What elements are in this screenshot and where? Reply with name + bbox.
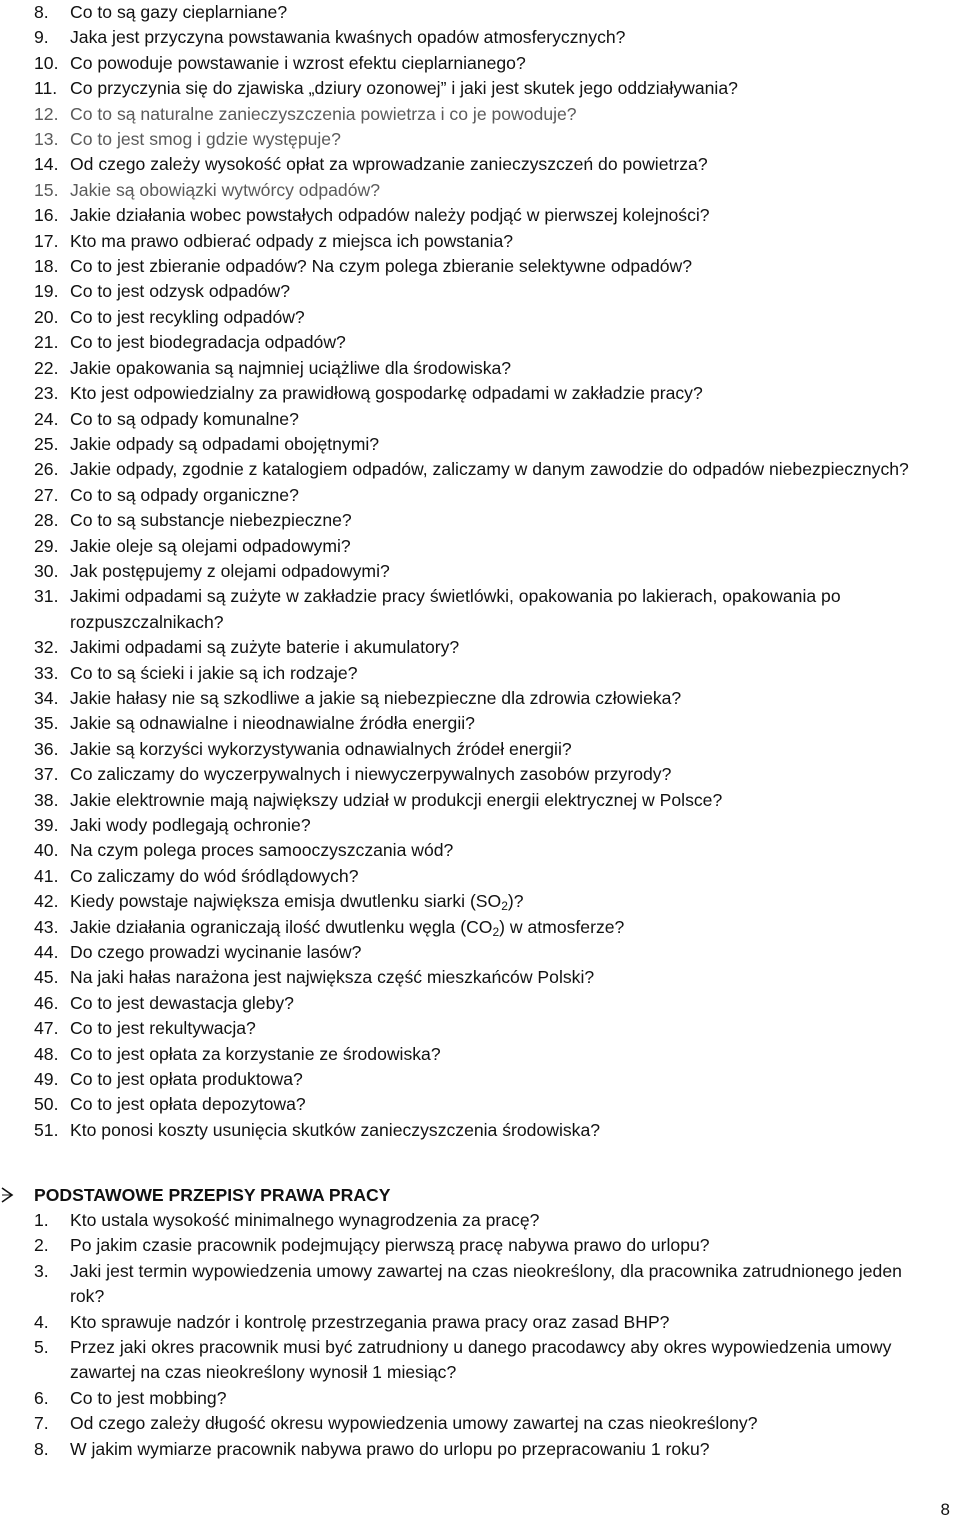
item-text: Co to są naturalne zanieczyszczenia powietrza i co je powoduje? xyxy=(70,103,577,124)
list-item xyxy=(0,508,960,533)
list-item xyxy=(0,152,960,177)
item-number: 5. xyxy=(34,1337,49,1358)
list-item xyxy=(0,457,960,482)
subscript: 2 xyxy=(492,924,500,939)
list-item xyxy=(0,635,960,660)
item-number: 26. xyxy=(34,459,59,480)
arrowhead-bullet-icon xyxy=(0,1186,14,1204)
list-item xyxy=(0,0,960,25)
list-item xyxy=(0,889,960,914)
item-text: Jakie opakowania są najmniej uciążliwe dla środowiska? xyxy=(70,357,512,378)
list-item xyxy=(0,661,960,686)
item-text: W jakim wymiarze pracownik nabywa prawo do urlopu po przepracowaniu 1 roku? xyxy=(70,1438,710,1459)
item-number: 51. xyxy=(34,1119,59,1140)
list-item xyxy=(0,965,960,990)
section-heading xyxy=(0,1182,960,1208)
item-text: Kto ma prawo odbierać odpady z miejsca ich powstania? xyxy=(70,230,514,251)
list-item xyxy=(0,686,960,711)
list-item xyxy=(0,1118,960,1143)
list-item xyxy=(0,940,960,965)
item-number: 36. xyxy=(34,738,59,759)
item-text: Jaka jest przyczyna powstawania kwaśnych opadów atmosferycznych? xyxy=(70,27,626,48)
item-number: 3. xyxy=(34,1260,49,1281)
item-text: Co to jest mobbing? xyxy=(70,1387,227,1408)
item-text: Od czego zależy wysokość opłat za wprowadzanie zanieczyszczeń do powietrza? xyxy=(70,154,708,175)
list-item xyxy=(0,102,960,127)
item-text: Co to jest smog i gdzie występuje? xyxy=(70,129,341,150)
item-number: 16. xyxy=(34,205,59,226)
list-item xyxy=(0,51,960,76)
item-text: Od czego zależy długość okresu wypowiedzenia umowy zawartej na czas nieokreślony? xyxy=(70,1413,758,1434)
subscript: 2 xyxy=(501,899,508,914)
item-number: 21. xyxy=(34,332,59,353)
list-item xyxy=(0,915,960,940)
list-item xyxy=(0,407,960,432)
item-number: 30. xyxy=(34,560,59,581)
list-item xyxy=(0,1016,960,1041)
list-item xyxy=(0,813,960,838)
item-number: 27. xyxy=(34,484,59,505)
list-item xyxy=(0,178,960,203)
item-text: Co zaliczamy do wód śródlądowych? xyxy=(70,865,359,886)
item-text: Co to są gazy cieplarniane? xyxy=(70,2,288,22)
item-number: 32. xyxy=(34,637,59,658)
item-number: 43. xyxy=(34,916,59,937)
item-number: 38. xyxy=(34,789,59,810)
list-item xyxy=(0,838,960,863)
item-number: 34. xyxy=(34,687,59,708)
item-number: 18. xyxy=(34,256,59,277)
item-number: 10. xyxy=(34,52,59,73)
item-number: 4. xyxy=(34,1311,49,1332)
list-item xyxy=(0,1310,960,1335)
item-number: 20. xyxy=(34,306,59,327)
item-text: Jakie elektrownie mają największy udział w produkcji energii elektrycznej w Polsce? xyxy=(70,789,723,810)
item-text: Co to jest odzysk odpadów? xyxy=(70,281,291,302)
item-number: 23. xyxy=(34,383,59,404)
item-text: Przez jaki okres pracownik musi być zatrudniony u danego pracodawcy aby okres wypowiedzenia umowy zawartej na czas nieokreślony wynosił 1 miesiąc? xyxy=(70,1337,892,1383)
item-text: Jakie oleje są olejami odpadowymi? xyxy=(70,535,351,556)
item-text: Co to są odpady komunalne? xyxy=(70,408,299,429)
item-text xyxy=(70,915,960,940)
page-number: 8 xyxy=(940,1500,950,1519)
list-item xyxy=(0,356,960,381)
item-text: Kto ponosi koszty usunięcia skutków zanieczyszczenia środowiska? xyxy=(70,1119,601,1140)
list-item xyxy=(0,127,960,152)
list-item xyxy=(0,1386,960,1411)
item-number: 19. xyxy=(34,281,59,302)
list-item xyxy=(0,584,960,635)
item-number: 9. xyxy=(34,27,49,48)
item-text: Na czym polega proces samooczyszczania wód? xyxy=(70,840,454,861)
list-item xyxy=(0,1335,960,1386)
list-item xyxy=(0,991,960,1016)
item-text: Co to są odpady organiczne? xyxy=(70,484,299,505)
item-text: Jakie odpady są odpadami obojętnymi? xyxy=(70,433,380,454)
item-text: Jakie działania wobec powstałych odpadów należy podjąć w pierwszej kolejności? xyxy=(70,205,710,226)
item-text: Co to jest opłata za korzystanie ze środowiska? xyxy=(70,1043,441,1064)
list-item xyxy=(0,788,960,813)
item-number: 46. xyxy=(34,992,59,1013)
item-text: Jakimi odpadami są zużyte baterie i akumulatory? xyxy=(70,637,460,658)
list-item xyxy=(0,864,960,889)
item-number: 17. xyxy=(34,230,59,251)
list-item xyxy=(0,534,960,559)
item-number: 1. xyxy=(34,1210,49,1230)
item-text: Co to jest dewastacja gleby? xyxy=(70,992,294,1013)
item-number: 14. xyxy=(34,154,59,175)
item-number: 40. xyxy=(34,840,59,861)
item-text: Co zaliczamy do wyczerpywalnych i niewyczerpywalnych zasobów przyrody? xyxy=(70,764,672,785)
item-number: 2. xyxy=(34,1235,49,1256)
list-item xyxy=(0,25,960,50)
item-text: Kto jest odpowiedzialny za prawidłową gospodarkę odpadami w zakładzie pracy? xyxy=(70,383,703,404)
item-number: 31. xyxy=(34,586,59,607)
item-number: 25. xyxy=(34,433,59,454)
item-number: 22. xyxy=(34,357,59,378)
list-item xyxy=(0,229,960,254)
item-number: 6. xyxy=(34,1387,49,1408)
item-text: Jakie są obowiązki wytwórcy odpadów? xyxy=(70,179,380,200)
list-item xyxy=(0,279,960,304)
item-number: 7. xyxy=(34,1413,49,1434)
item-text: Co to jest recykling odpadów? xyxy=(70,306,305,327)
item-number: 44. xyxy=(34,942,59,963)
item-text: Co to są substancje niebezpieczne? xyxy=(70,510,352,531)
item-text: Jak postępujemy z olejami odpadowymi? xyxy=(70,560,390,581)
item-number: 13. xyxy=(34,129,59,150)
item-number: 45. xyxy=(34,967,59,988)
list-item xyxy=(0,559,960,584)
item-number: 8. xyxy=(34,1438,49,1459)
item-number: 39. xyxy=(34,815,59,835)
item-number: 47. xyxy=(34,1018,59,1039)
list-item xyxy=(0,432,960,457)
item-text: Co przyczynia się do zjawiska „dziury ozonowej” i jaki jest skutek jego oddziaływania? xyxy=(70,78,738,99)
list-item xyxy=(0,330,960,355)
item-text: Kto sprawuje nadzór i kontrolę przestrzegania prawa pracy oraz zasad BHP? xyxy=(70,1311,670,1332)
list-item xyxy=(0,1067,960,1092)
item-text: Jaki wody podlegają ochronie? xyxy=(70,815,311,835)
item-text-part: Jakie działania ograniczają ilość dwutlenku węgla (CO xyxy=(70,916,493,937)
item-number: 12. xyxy=(34,103,59,124)
item-text: Co to jest opłata depozytowa? xyxy=(70,1094,306,1115)
item-number: 48. xyxy=(34,1043,59,1064)
item-text-part: Kiedy powstaje największa emisja dwutlenku siarki (SO xyxy=(70,891,502,912)
item-number: 50. xyxy=(34,1094,59,1115)
list-item xyxy=(0,737,960,762)
item-text: Do czego prowadzi wycinanie lasów? xyxy=(70,942,362,963)
list-item xyxy=(0,203,960,228)
list-item xyxy=(0,1042,960,1067)
item-text: Jakie hałasy nie są szkodliwe a jakie są niebezpieczne dla zdrowia człowieka? xyxy=(70,687,682,708)
item-number: 15. xyxy=(34,179,59,200)
item-text: Co to jest zbieranie odpadów? Na czym polega zbieranie selektywne odpadów? xyxy=(70,256,693,277)
item-number: 33. xyxy=(34,662,59,683)
item-text: Co to jest rekultywacja? xyxy=(70,1018,256,1039)
list-item xyxy=(0,762,960,787)
list-item xyxy=(0,381,960,406)
question-list-labour-law xyxy=(0,1208,960,1462)
item-text: Jakimi odpadami są zużyte w zakładzie pracy świetlówki, opakowania po lakierach, opakowania po rozpuszczalnikach? xyxy=(70,586,841,632)
list-item xyxy=(0,483,960,508)
item-text: Co to jest opłata produktowa? xyxy=(70,1069,303,1090)
list-item xyxy=(0,1411,960,1436)
item-number: 42. xyxy=(34,891,59,912)
list-item xyxy=(0,711,960,736)
list-item xyxy=(0,76,960,101)
item-number: 41. xyxy=(34,865,59,886)
list-item xyxy=(0,305,960,330)
item-text: Co to są ścieki i jakie są ich rodzaje? xyxy=(70,662,358,683)
item-text: Jakie odpady, zgodnie z katalogiem odpadów, zaliczamy w danym zawodzie do odpadów niebezpiecznych? xyxy=(70,459,909,480)
item-text: Po jakim czasie pracownik podejmujący pierwszą pracę nabywa prawo do urlopu? xyxy=(70,1235,710,1256)
item-number: 8. xyxy=(34,2,49,22)
item-number: 24. xyxy=(34,408,59,429)
section-title: PODSTAWOWE PRZEPISY PRAWA PRACY xyxy=(34,1185,391,1205)
item-number: 49. xyxy=(34,1069,59,1090)
list-item xyxy=(0,1092,960,1117)
item-text: Na jaki hałas narażona jest największa część mieszkańców Polski? xyxy=(70,967,595,988)
item-text xyxy=(70,889,960,914)
item-text: Jakie są odnawialne i nieodnawialne źródła energii? xyxy=(70,713,475,734)
item-text: Jakie są korzyści wykorzystywania odnawialnych źródeł energii? xyxy=(70,738,572,759)
list-item xyxy=(0,254,960,279)
list-item xyxy=(0,1437,960,1462)
item-text: Kto ustala wysokość minimalnego wynagrodzenia za pracę? xyxy=(70,1210,540,1230)
item-text: Co to jest biodegradacja odpadów? xyxy=(70,332,346,353)
list-item xyxy=(0,1208,960,1233)
item-number: 28. xyxy=(34,510,59,531)
item-number: 35. xyxy=(34,713,59,734)
item-number: 29. xyxy=(34,535,59,556)
item-number: 11. xyxy=(34,78,58,99)
item-text: Co powoduje powstawanie i wzrost efektu cieplarnianego? xyxy=(70,52,526,73)
item-text-part: ) w atmosferze? xyxy=(499,916,625,937)
item-text: Jaki jest termin wypowiedzenia umowy zawartej na czas nieokreślony, dla pracownika zatrudnionego jeden rok? xyxy=(70,1260,902,1307)
list-item xyxy=(0,1259,960,1310)
item-number: 37. xyxy=(34,764,59,785)
item-text-part: )? xyxy=(507,891,524,912)
list-item xyxy=(0,1233,960,1258)
